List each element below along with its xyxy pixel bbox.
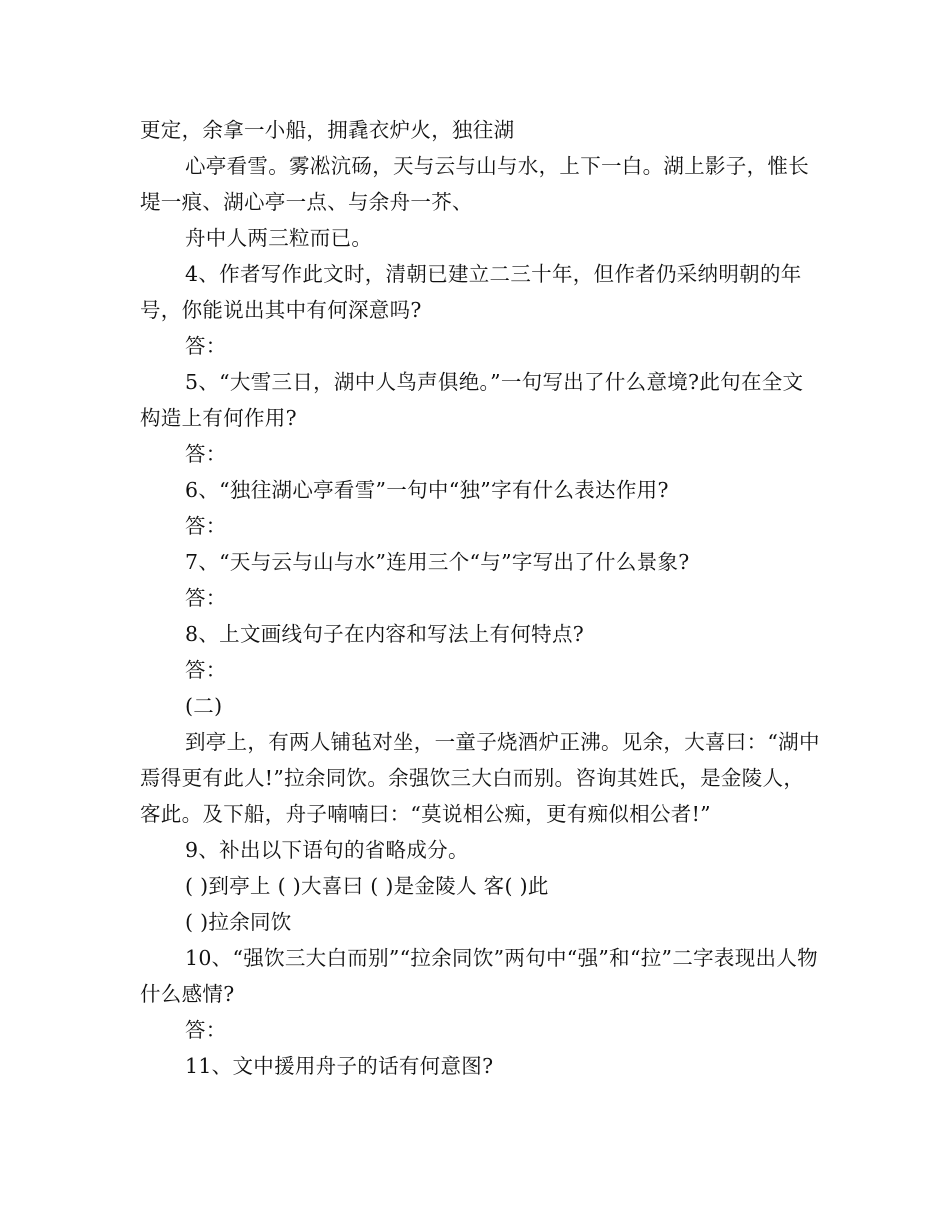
paragraph: (二) [185,694,223,718]
paragraph: 7、“天与云与山与水”连用三个“与”字写出了什么景象? [185,550,690,574]
paragraph: 9、补出以下语句的省略成分。 [185,838,469,862]
paragraph: 答： [185,658,227,682]
paragraph: 8、上文画线句子在内容和写法上有何特点? [185,622,585,646]
paragraph: 5、“大雪三日，湖中人鸟声俱绝。”一句写出了什么意境?此句在全文构造上有何作用? [140,370,804,430]
paragraph: 答： [185,442,227,466]
paragraph: 答： [185,514,227,538]
paragraph: 11、文中援用舟子的话有何意图? [185,1054,494,1078]
paragraph: 更定，余拿一小船，拥毳衣炉火，独往湖 [140,118,515,142]
paragraph: 答： [185,334,227,358]
paragraph: 到亭上，有两人铺毡对坐，一童子烧酒炉正沸。见余，大喜曰：“湖中焉得更有此人!”拉余同饮。余强饮三大白而别。咨询其姓氏，是金陵人，客此。及下船，舟子喃喃曰：“莫说相公痴，更有痴似相公者!” [140,730,820,826]
paragraph: 心亭看雪。雾凇沆砀，天与云与山与水，上下一白。湖上影子，惟长堤一痕、湖心亭一点、与余舟一芥、 [140,154,809,214]
document-page [140,112,820,1084]
paragraph: 答： [185,1018,227,1042]
paragraph: 答： [185,586,227,610]
paragraph: 舟中人两三粒而已。 [185,226,373,250]
paragraph: 6、“独往湖心亭看雪”一句中“独”字有什么表达作用? [185,478,669,502]
paragraph: 10、“强饮三大白而别”“拉余同饮”两句中“强”和“拉”二字表现出人物什么感情? [140,946,818,1006]
paragraph: ( )拉余同饮 [185,910,292,934]
paragraph: 4、作者写作此文时，清朝已建立二三十年，但作者仍采纳明朝的年号，你能说出其中有何深意吗? [140,262,802,322]
paragraph: ( )到亭上 ( )大喜曰 ( )是金陵人 客( )此 [185,874,549,898]
